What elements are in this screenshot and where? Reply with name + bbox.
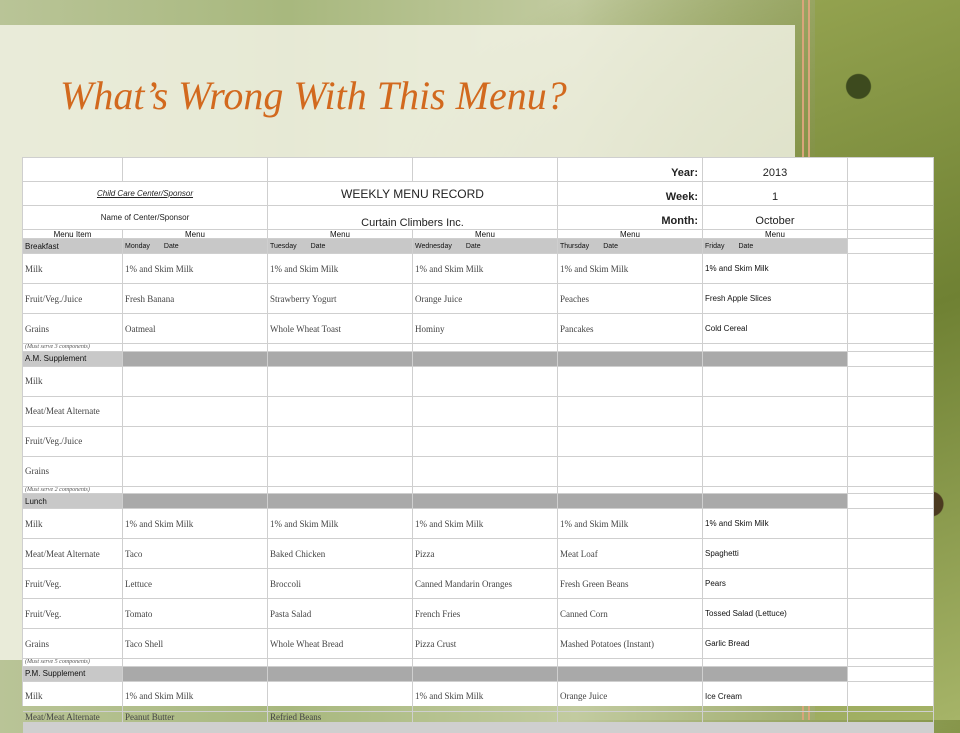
menu-cell [413,397,558,427]
component-note [23,732,123,733]
menu-cell [268,397,413,427]
cell [413,732,558,733]
cell [848,230,934,239]
cell [123,158,268,182]
cell [703,732,848,733]
menu-cell [558,457,703,487]
cell [23,158,123,182]
menu-cell [703,397,848,427]
menu-cell: 1% and Skim Milk [413,682,558,712]
component-note: (Must serve 2 components) [23,487,123,495]
date-label: Date [738,242,754,250]
component-label: Milk [23,682,123,712]
section-name: Breakfast [23,239,123,254]
weekly-menu-spreadsheet [22,157,934,722]
section-name: Lunch [23,494,123,509]
menu-cell: Spaghetti [703,539,848,569]
menu-cell: Orange Juice [558,682,703,712]
cell [558,732,703,733]
cell [848,494,934,509]
cell [848,457,934,487]
day-header-cell [268,667,413,682]
menu-cell: Refried Beans [268,712,413,723]
menu-cell [413,367,558,397]
day-name: Friday [705,242,725,250]
menu-cell [703,367,848,397]
section-name: A.M. Supplement [23,352,123,367]
menu-cell: Orange Juice [413,284,558,314]
day-header-cell [703,494,848,509]
menu-cell: 1% and Skim Milk [703,509,848,539]
cell [848,344,934,352]
slide-title: What’s Wrong With This Menu? [60,73,567,118]
col-header-menu: Menu [558,230,703,239]
day-header-cell [558,667,703,682]
day-header-cell [268,239,413,254]
cell [558,659,703,667]
day-header-cell [558,494,703,509]
menu-cell: Lettuce [123,569,268,599]
cell [848,284,934,314]
menu-cell: 1% and Skim Milk [123,682,268,712]
menu-cell: Whole Wheat Toast [268,314,413,344]
day-header-cell [123,352,268,367]
menu-cell [413,712,558,723]
day-header-cell [123,239,268,254]
cell [848,712,934,723]
menu-cell [268,427,413,457]
component-label: Grains [23,457,123,487]
menu-cell: Whole Wheat Bread [268,629,413,659]
component-label: Fruit/Veg. [23,599,123,629]
date-label: Date [163,242,179,250]
name-label: Name of Center/Sponsor [23,206,268,230]
menu-cell: Fresh Apple Slices [703,284,848,314]
cell [123,487,268,495]
menu-cell: 1% and Skim Milk [268,509,413,539]
menu-cell: Strawberry Yogurt [268,284,413,314]
menu-cell [413,427,558,457]
menu-cell: Meat Loaf [558,539,703,569]
menu-cell: 1% and Skim Milk [558,509,703,539]
day-name: Wednesday [415,242,452,250]
component-label: Meat/Meat Alternate [23,397,123,427]
menu-cell: Broccoli [268,569,413,599]
date-label: Date [465,242,481,250]
menu-cell: 1% and Skim Milk [268,254,413,284]
cell [848,539,934,569]
day-name: Thursday [560,242,590,250]
cell [558,487,703,495]
menu-cell [558,427,703,457]
menu-cell [123,367,268,397]
cell [848,314,934,344]
cell [848,569,934,599]
col-header-menu: Menu [703,230,848,239]
menu-cell: Tossed Salad (Lettuce) [703,599,848,629]
cell [848,367,934,397]
menu-cell [558,712,703,723]
menu-cell: 1% and Skim Milk [703,254,848,284]
menu-cell [703,712,848,723]
component-note: (Must serve 5 components) [23,659,123,667]
day-header-cell [703,667,848,682]
cell [268,158,413,182]
menu-cell: Baked Chicken [268,539,413,569]
day-header-cell [703,239,848,254]
menu-cell: Mashed Potatoes (Instant) [558,629,703,659]
day-header-cell [123,494,268,509]
cell [123,344,268,352]
cell [848,509,934,539]
component-label: Milk [23,509,123,539]
cell [848,732,934,733]
menu-cell: Hominy [413,314,558,344]
menu-cell [123,457,268,487]
cell [848,206,934,230]
menu-cell: Fresh Banana [123,284,268,314]
menu-cell: Fresh Green Beans [558,569,703,599]
menu-cell [123,427,268,457]
component-label: Fruit/Veg./Juice [23,427,123,457]
day-header-cell [123,667,268,682]
cell [848,599,934,629]
cell [848,352,934,367]
cell [268,732,413,733]
date-label: Date [310,242,326,250]
menu-cell: Garlic Bread [703,629,848,659]
day-name: Monday [125,242,150,250]
day-header-cell [703,352,848,367]
menu-cell: Canned Corn [558,599,703,629]
menu-cell [703,427,848,457]
menu-cell: Pizza [413,539,558,569]
cell [123,732,268,733]
menu-cell: 1% and Skim Milk [413,254,558,284]
cell [848,158,934,182]
day-header-cell [413,667,558,682]
cell [123,659,268,667]
day-header-cell [413,239,558,254]
menu-cell: 1% and Skim Milk [558,254,703,284]
day-header-cell [268,352,413,367]
component-label: Milk [23,367,123,397]
col-header-menu: Menu [413,230,558,239]
section-name: P.M. Supplement [23,667,123,682]
component-label: Fruit/Veg./Juice [23,284,123,314]
menu-cell [268,367,413,397]
cell [703,344,848,352]
menu-cell: Oatmeal [123,314,268,344]
sheet-heading: WEEKLY MENU RECORD [268,182,558,206]
menu-cell: French Fries [413,599,558,629]
menu-cell: Pasta Salad [268,599,413,629]
menu-cell [703,457,848,487]
sponsor-label: Child Care Center/Sponsor [23,182,268,206]
menu-cell: 1% and Skim Milk [123,254,268,284]
menu-cell: Pizza Crust [413,629,558,659]
month-value: October [703,206,848,230]
menu-cell [558,397,703,427]
week-value: 1 [703,182,848,206]
menu-cell: Peanut Butter [123,712,268,723]
menu-cell [413,457,558,487]
menu-cell [268,682,413,712]
menu-cell: 1% and Skim Milk [123,509,268,539]
cell [268,344,413,352]
component-note: (Must serve 3 components) [23,344,123,352]
menu-cell: Pears [703,569,848,599]
cell [413,659,558,667]
day-header-cell [558,239,703,254]
cell [848,659,934,667]
cell [268,487,413,495]
day-header-cell [413,494,558,509]
col-header-menu: Menu [123,230,268,239]
cell [558,344,703,352]
cell [413,344,558,352]
col-header-menu: Menu [268,230,413,239]
cell [848,427,934,457]
menu-cell: Tomato [123,599,268,629]
week-label: Week: [558,182,703,206]
cell [848,629,934,659]
cell [848,254,934,284]
cell [848,487,934,495]
cell [413,158,558,182]
day-header-cell [413,352,558,367]
component-label: Fruit/Veg. [23,569,123,599]
component-label: Grains [23,314,123,344]
component-label: Meat/Meat Alternate [23,539,123,569]
menu-cell: 1% and Skim Milk [413,509,558,539]
cell [703,659,848,667]
month-label: Month: [558,206,703,230]
menu-cell: Cold Cereal [703,314,848,344]
cell [848,182,934,206]
menu-cell: Pancakes [558,314,703,344]
day-header-cell [558,352,703,367]
menu-cell: Canned Mandarin Oranges [413,569,558,599]
menu-cell [123,397,268,427]
menu-cell: Taco Shell [123,629,268,659]
cell [268,659,413,667]
component-label: Meat/Meat Alternate [23,712,123,723]
menu-cell: Taco [123,539,268,569]
col-header-menu-item: Menu Item [23,230,123,239]
cell [848,239,934,254]
org-name: Curtain Climbers Inc. [268,206,558,230]
menu-cell: Peaches [558,284,703,314]
cell [848,397,934,427]
menu-cell: Ice Cream [703,682,848,712]
cell [848,667,934,682]
component-label: Milk [23,254,123,284]
year-label: Year: [558,158,703,182]
component-label: Grains [23,629,123,659]
cell [703,487,848,495]
day-header-cell [268,494,413,509]
cell [413,487,558,495]
cell [848,682,934,712]
menu-cell [558,367,703,397]
date-label: Date [603,242,618,250]
menu-cell [268,457,413,487]
year-value: 2013 [703,158,848,182]
day-name: Tuesday [270,242,297,250]
